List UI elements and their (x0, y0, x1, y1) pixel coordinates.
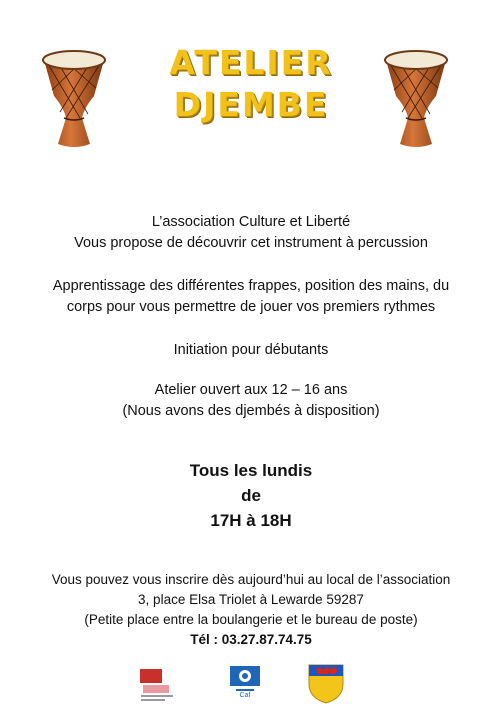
contact-line-3: (Petite place entre la boulangerie et le bureau de poste) (84, 612, 418, 627)
intro-line-2: Vous propose de découvrir cet instrument à percussion (74, 235, 428, 251)
coat-of-arms-logo (308, 664, 344, 704)
caf-logo (230, 666, 260, 702)
age-line-2: (Nous avons des djembés à disposition) (122, 403, 380, 419)
title-line-2: DJEMBE (173, 85, 329, 124)
level-text: Initiation pour débutants (173, 342, 329, 358)
schedule-line-2: de (241, 486, 261, 505)
learning-line-2: corps pour vous permettre de jouer vos premiers rythmes (66, 299, 436, 315)
age-line-1: Atelier ouvert aux 12 – 16 ans (154, 382, 348, 398)
contact-line-2: 3, place Elsa Triolet à Lewarde 59287 (138, 592, 364, 607)
title-line-1: ATELIER (169, 43, 333, 82)
caf-logo-text: Caf (239, 692, 251, 699)
schedule-line-3: 17H à 18H (210, 511, 292, 530)
schedule-line-1: Tous les lundis (189, 461, 313, 480)
intro-line-1: L’association Culture et Liberté (151, 214, 351, 230)
association-logo-icon (137, 666, 177, 704)
djembe-drum-right-icon (382, 48, 450, 150)
contact-phone: Tél : 03.27.87.74.75 (190, 632, 312, 647)
association-logo (137, 666, 177, 704)
coat-of-arms-icon (308, 664, 344, 704)
djembe-drum-left-icon (40, 48, 108, 150)
contact-line-1: Vous pouvez vous inscrire dès aujourd’hui au local de l’association (51, 572, 451, 587)
learning-line-1: Apprentissage des différentes frappes, position des mains, du (52, 278, 450, 294)
